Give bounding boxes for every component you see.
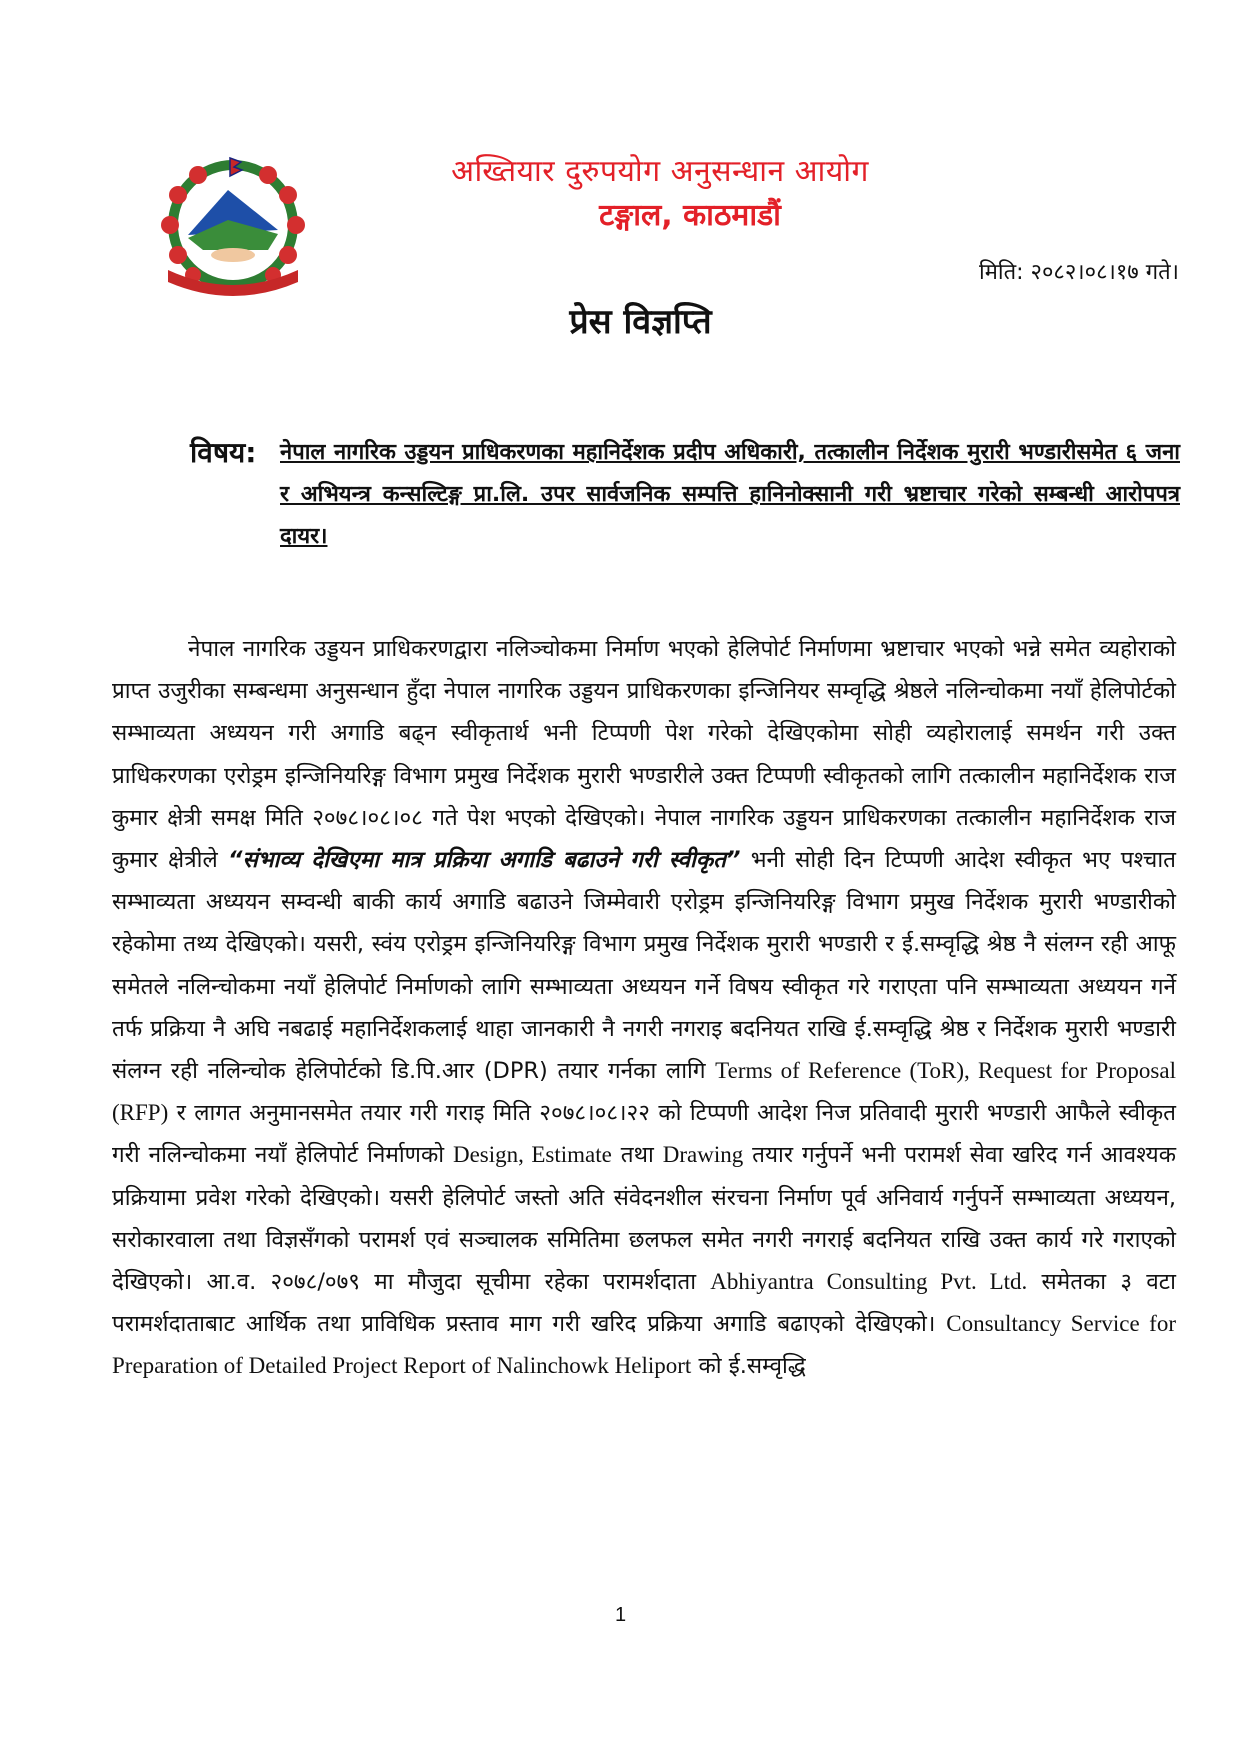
english-term: Design, Estimate <box>452 1142 612 1168</box>
company-name: Abhiyantra Consulting Pvt. Ltd. <box>710 1269 1028 1295</box>
english-term: Drawing <box>662 1142 744 1168</box>
body-text-segment: तयार गर्नुपर्ने भनी परामर्श सेवा खरिद गर्न आवश्यक प्रक्रियामा प्रवेश गरेको देखिएको। यसरी हेलिपोर्ट जस्तो अति संवेदनशील संरचना निर्माण पूर्व अनिवार्य गर्नुपर्ने सम्भाव्यता अध्ययन, सरोकारवाला तथा विज्ञसँगको परामर्श एवं सञ्चालक समितिमा छलफल समेत नगरी नगराई बदनियत राखि उक्त कार्य गरे गराएको देखिएको। आ.व. २०७८/०७९ मा मौजुदा सूचीमा रहेका परामर्शदाता <box>112 1142 1176 1296</box>
body-text-segment: को ई.सम्वृद्धि <box>691 1353 806 1380</box>
body-text-segment: भनी सोही दिन टिप्पणी आदेश स्वीकृत भए पश्चात सम्भाव्यता अध्ययन सम्वन्धी बाकी कार्य अगाडि बढाउने जिम्मेवारी एरोड्रम इन्जिनियरिङ्ग विभाग प्रमुख निर्देशक मुरारी भण्डारीको रहेकोमा तथ्य देखिएको। यसरी, स्वंय एरोड्रम इन्जिनियरिङ्ग विभाग प्रमुख निर्देशक मुरारी भण्डारी र ई.सम्वृद्धि श्रेष्ठ नै संलग्न रही आफू समेतले नलिन्चोकमा नयाँ हेलिपोर्ट निर्माणको लागि सम्भाव्यता अध्ययन गर्ने विषय स्वीकृत गरे गराएता पनि सम्भाव्यता अध्ययन गर्ने तर्फ प्रक्रिया नै अघि नबढाई महानिर्देशकलाई थाहा जानकारी नै नगरी नगराइ बदनियत राखि ई.सम्वृद्धि श्रेष्ठ र निर्देशक मुरारी भण्डारी संलग्न रही नलिन्चोक हेलिपोर्टको डि.पि.आर (DPR) तयार गर्नका लागि <box>112 847 1176 1085</box>
nepal-emblem <box>148 150 318 300</box>
body-text-segment: समेतका ३ वटा परामर्शदाताबाट आर्थिक तथा प्राविधिक प्रस्ताव माग गरी खरिद प्रक्रिया अगाडि बढाएको देखिएको। <box>112 1269 1176 1338</box>
document-title: प्रेस विज्ञप्ति <box>569 302 712 342</box>
project-name: Consultancy Service for Preparation of Detailed Project Report of Nalinchowk Heliport <box>112 1311 1176 1379</box>
page-number: 1 <box>614 1604 627 1626</box>
organization-location: टङ्गाल, काठमाडौं <box>599 198 781 233</box>
subject-block <box>190 432 1180 558</box>
english-term: Terms of Reference (ToR), Request for Proposal (RFP) <box>112 1058 1176 1126</box>
body-text <box>112 628 1176 1388</box>
quoted-decision: “संभाव्य देखिएमा मात्र प्रक्रिया अगाडि बढाउने गरी स्वीकृत” <box>228 847 741 874</box>
body-text-segment: नेपाल नागरिक उड्डयन प्राधिकरणद्वारा नलिञ्चोकमा निर्माण भएको हेलिपोर्ट निर्माणमा भ्रष्टाचार भएको भन्ने समेत व्यहोराको प्राप्त उजुरीका सम्बन्धमा अनुसन्धान हुँदा नेपाल नागरिक उड्डयन प्राधिकरणका इन्जिनियर सम्वृद्धि श्रेष्ठले नलिन्चोकमा नयाँ हेलिपोर्टको सम्भाव्यता अध्ययन गरी अगाडि बढ्न स्वीकृतार्थ भनी टिप्पणी पेश गरेको देखिएकोमा सोही व्यहोरालाई समर्थन गरी उक्त प्राधिकरणका एरोड्रम इन्जिनियरिङ्ग विभाग प्रमुख निर्देशक मुरारी भण्डारीले उक्त टिप्पणी स्वीकृतको लागि तत्कालीन महानिर्देशक राज कुमार क्षेत्री समक्ष मिति २०७८।०८।०८ गते पेश भएको देखिएको। नेपाल नागरिक उड्डयन प्राधिकरणका तत्कालीन महानिर्देशक राज कुमार क्षेत्रीले <box>112 636 1176 874</box>
subject-label: विषय: <box>190 436 257 469</box>
body-text-segment: तथा <box>611 1142 663 1169</box>
subject-text: नेपाल नागरिक उड्डयन प्राधिकरणका महानिर्देशक प्रदीप अधिकारी, तत्कालीन निर्देशक मुरारी भण्डारीसमेत ६ जना र अभियन्त्र कन्सल्टिङ्ग प्रा.लि. उपर सार्वजनिक सम्पत्ति हानिनोक्सानी गरी भ्रष्टाचार गरेको सम्बन्धी आरोपपत्र दायर। <box>280 440 1180 549</box>
paragraph <box>112 628 1176 1388</box>
organization-header <box>380 150 940 238</box>
handshake-icon <box>211 248 255 262</box>
document-date: मिति: २०८२।०८।१७ गते। <box>979 260 1179 285</box>
body-text-segment: र लागत अनुमानसमेत तयार गरी गराइ मिति २०७८।०८।२२ को टिप्पणी आदेश निज प्रतिवादी मुरारी भण्डारी आफैले स्वीकृत गरी नलिन्चोकमा नयाँ हेलिपोर्ट निर्माणको <box>112 1100 1176 1169</box>
coat-of-arms-icon <box>148 150 318 300</box>
organization-name: अख्तियार दुरुपयोग अनुसन्धान आयोग <box>451 154 869 189</box>
